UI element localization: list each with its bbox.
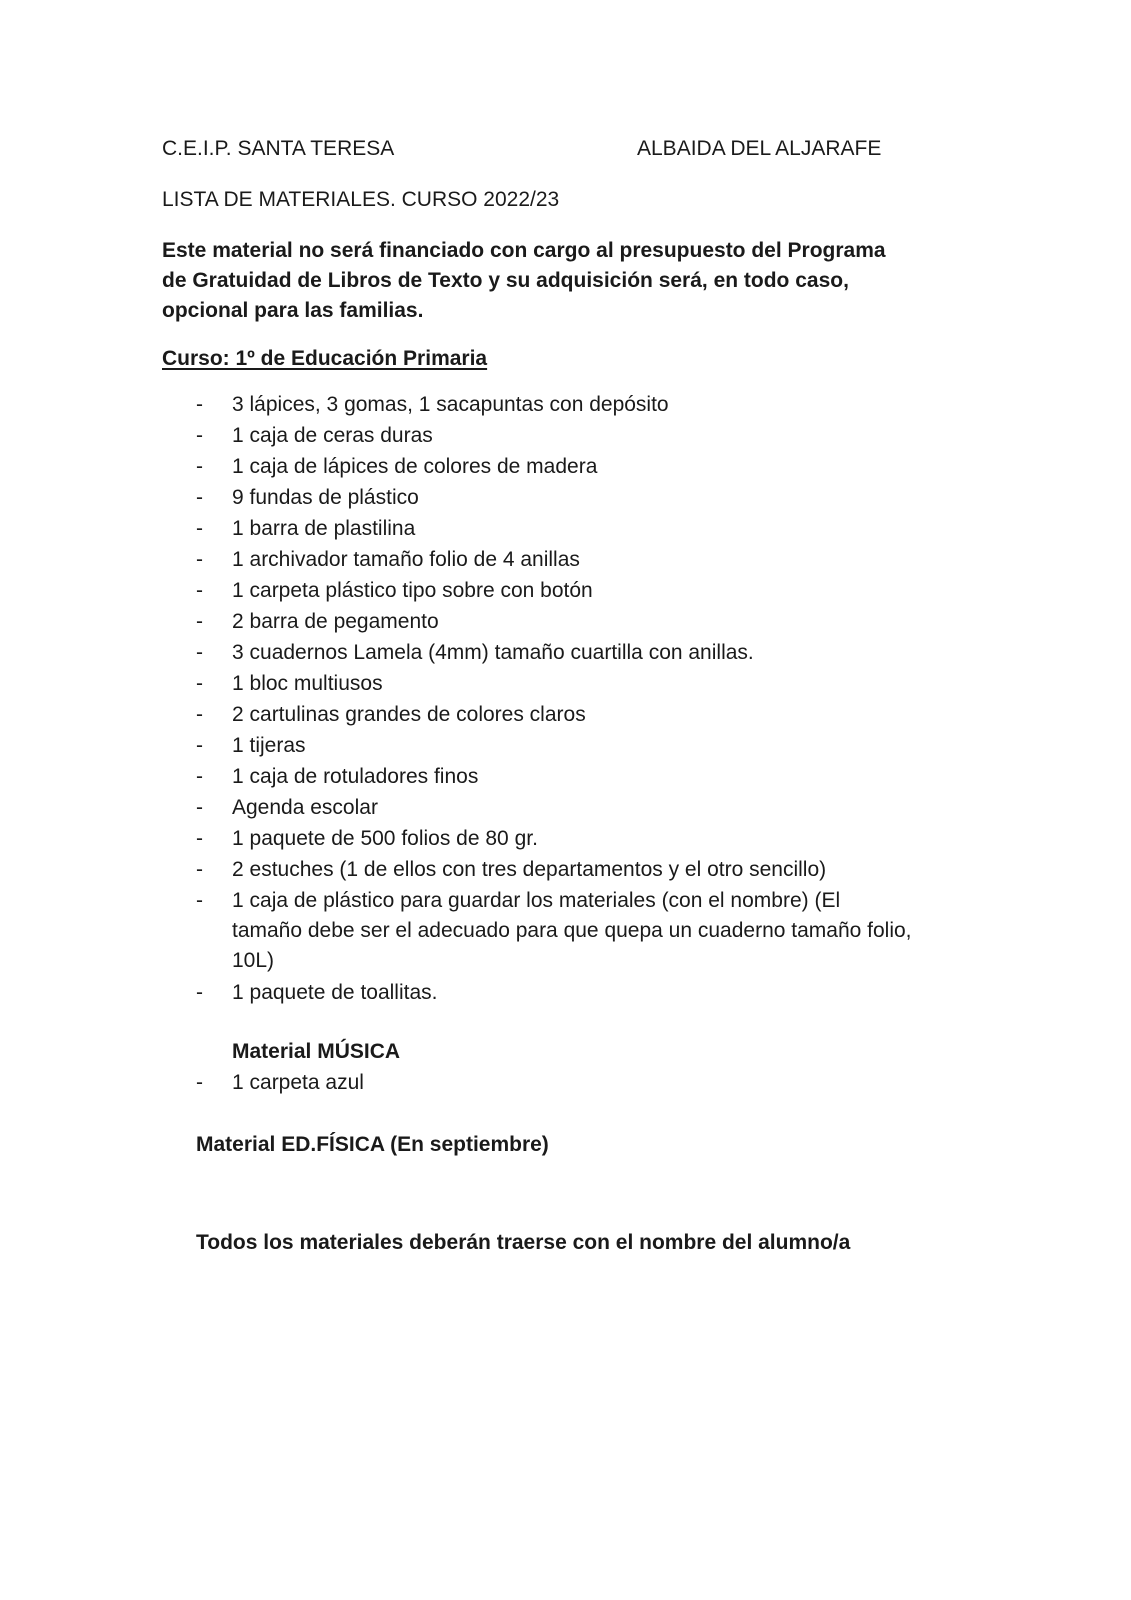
bullet-dash: - [196, 548, 203, 571]
notice-line: Este material no será financiado con cargo al presupuesto del Programa [162, 239, 886, 262]
bullet-dash: - [196, 455, 203, 478]
bullet-dash: - [196, 703, 203, 726]
school-name: C.E.I.P. SANTA TERESA [162, 137, 395, 160]
notice-line: opcional para las familias. [162, 299, 424, 322]
bullet-dash: - [196, 517, 203, 540]
course-heading: Curso: 1º de Educación Primaria [162, 347, 488, 370]
item-text: 2 barra de pegamento [232, 610, 439, 633]
item-text: 1 paquete de toallitas. [232, 981, 438, 1004]
item-text-line: 10L) [232, 949, 275, 972]
bullet-dash: - [196, 827, 203, 850]
item-text: 1 carpeta azul [232, 1071, 364, 1094]
bullet-dash: - [196, 796, 203, 819]
bullet-dash: - [196, 393, 203, 416]
item-text: Agenda escolar [232, 796, 378, 819]
item-text: 2 cartulinas grandes de colores claros [232, 703, 586, 726]
notice-line: de Gratuidad de Libros de Texto y su adquisición será, en todo caso, [162, 269, 849, 292]
bullet-dash: - [196, 889, 203, 912]
item-text: 1 paquete de 500 folios de 80 gr. [232, 827, 538, 850]
item-text-line: 1 caja de plástico para guardar los materiales (con el nombre) (El [232, 889, 841, 912]
bullet-dash: - [196, 486, 203, 509]
item-text: 1 carpeta plástico tipo sobre con botón [232, 579, 593, 602]
bullet-dash: - [196, 734, 203, 757]
item-text: 3 cuadernos Lamela (4mm) tamaño cuartilla con anillas. [232, 641, 754, 664]
pe-section-title: Material ED.FÍSICA (En septiembre) [196, 1133, 549, 1156]
item-text: 1 caja de lápices de colores de madera [232, 455, 598, 478]
music-section-title: Material MÚSICA [232, 1040, 401, 1063]
bullet-dash: - [196, 672, 203, 695]
item-text: 3 lápices, 3 gomas, 1 sacapuntas con depósito [232, 393, 669, 416]
bullet-dash: - [196, 579, 203, 602]
bullet-dash: - [196, 641, 203, 664]
bullet-dash: - [196, 765, 203, 788]
bullet-dash: - [196, 424, 203, 447]
item-text: 1 archivador tamaño folio de 4 anillas [232, 548, 580, 571]
town-name: ALBAIDA DEL ALJARAFE [637, 137, 882, 160]
item-text: 1 tijeras [232, 734, 306, 757]
item-text: 1 caja de rotuladores finos [232, 765, 479, 788]
document-subtitle: LISTA DE MATERIALES. CURSO 2022/23 [162, 188, 560, 211]
item-text: 1 bloc multiusos [232, 672, 383, 695]
item-text: 9 fundas de plástico [232, 486, 419, 509]
item-text: 2 estuches (1 de ellos con tres departamentos y el otro sencillo) [232, 858, 827, 881]
item-text-line: tamaño debe ser el adecuado para que quepa un cuaderno tamaño folio, [232, 919, 912, 942]
item-text [232, 886, 912, 976]
funding-notice [162, 236, 982, 326]
bullet-dash: - [196, 1071, 203, 1094]
footer-note: Todos los materiales deberán traerse con el nombre del alumno/a [196, 1231, 851, 1254]
item-text: 1 caja de ceras duras [232, 424, 433, 447]
item-text: 1 barra de plastilina [232, 517, 416, 540]
bullet-dash: - [196, 610, 203, 633]
bullet-dash: - [196, 858, 203, 881]
bullet-dash: - [196, 981, 203, 1004]
